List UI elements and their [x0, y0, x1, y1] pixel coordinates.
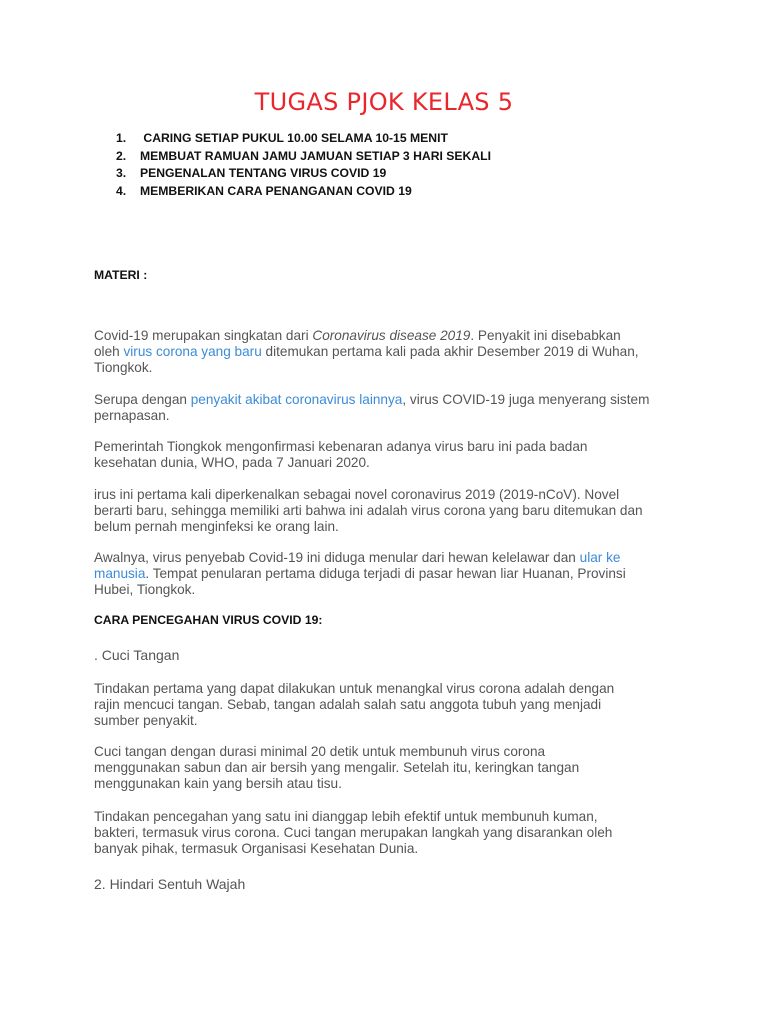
point-cuci-tangan: . Cuci Tangan — [94, 647, 180, 663]
paragraph-who: Pemerintah Tiongkok mengonfirmasi kebenaran adanya virus baru ini pada badan kesehatan dunia, WHO, pada 7 Januari 2020. — [94, 439, 588, 470]
list-item: 4. MEMBERIKAN CARA PENANGANAN COVID 19 — [116, 183, 412, 198]
list-item: 2. MEMBUAT RAMUAN JAMU JAMUAN SETIAP 3 HARI SEKALI — [116, 148, 491, 163]
prevention-heading: CARA PENCEGAHAN VIRUS COVID 19: — [94, 613, 323, 627]
paragraph-definition: Covid-19 merupakan singkatan dari Coronavirus disease 2019. Penyakit ini disebabkan oleh virus corona yang baru ditemukan pertama kali pada akhir Desember 2019 di Wuhan, Tiongkok. — [94, 328, 639, 375]
paragraph-novel: irus ini pertama kali diperkenalkan sebagai novel coronavirus 2019 (2019-nCoV). Novel berarti baru, sehingga memiliki arti bahwa ini adalah virus corona yang baru ditemukan dan belum pernah menginfeksi ke orang lain. — [94, 487, 643, 534]
link-manusia[interactable]: manusia — [94, 566, 146, 581]
point-hindari-wajah: 2. Hindari Sentuh Wajah — [94, 876, 246, 892]
list-item: 3. PENGENALAN TENTANG VIRUS COVID 19 — [116, 166, 387, 180]
paragraph-respiratory: Serupa dengan penyakit akibat coronavirus lainnya, virus COVID-19 juga menyerang sistem pernapasan. — [94, 392, 650, 423]
paragraph-handwash-2: Cuci tangan dengan durasi minimal 20 detik untuk membunuh virus corona menggunakan sabun dan air bersih yang mengalir. Setelah itu, keringkan tangan menggunakan kain yang bersih atau tisu. — [94, 744, 580, 791]
link-coronavirus-diseases[interactable]: penyakit akibat coronavirus lainnya — [190, 392, 403, 407]
paragraph-origin: Awalnya, virus penyebab Covid-19 ini diduga menular dari hewan kelelawar dan ular ke manusia. Tempat penularan pertama diduga terjadi di pasar hewan liar Huanan, Provinsi Hubei, Tiongkok. — [94, 550, 626, 597]
list-item: 1. CARING SETIAP PUKUL 10.00 SELAMA 10-15 MENIT — [116, 131, 448, 145]
task-list — [116, 131, 491, 201]
paragraph-handwash-3: Tindakan pencegahan yang satu ini dianggap lebih efektif untuk membunuh kuman, bakteri, termasuk virus corona. Cuci tangan merupakan langkah yang disarankan oleh banyak pihak, termasuk Organisasi Kesehatan Dunia. — [94, 809, 613, 856]
link-ular-ke[interactable]: ular ke — [579, 550, 621, 565]
paragraph-handwash-1: Tindakan pertama yang dapat dilakukan untuk menangkal virus corona adalah dengan rajin mencuci tangan. Sebab, tangan adalah salah satu anggota tubuh yang menjadi sumber penyakit. — [94, 681, 615, 728]
materi-label: MATERI : — [94, 268, 148, 282]
page-title: TUGAS PJOK KELAS 5 — [254, 88, 514, 116]
link-virus-corona[interactable]: virus corona yang baru — [123, 344, 262, 359]
